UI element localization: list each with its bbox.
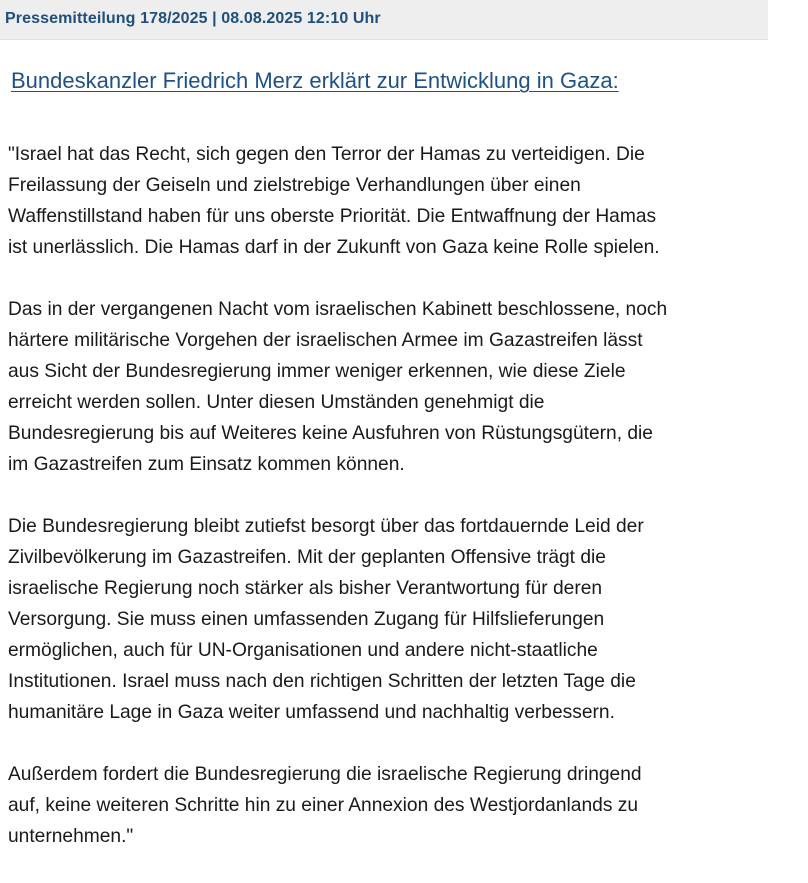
paragraph-line: unternehmen." (8, 826, 134, 847)
paragraph-line: auf, keine weiteren Schritte hin zu einer Annexion des Westjordanlands zu (8, 795, 639, 816)
statement-paragraph-4 (8, 759, 808, 852)
paragraph-line: israelische Regierung noch stärker als bisher Verantwortung für deren (8, 578, 603, 599)
paragraph-line: Waffenstillstand haben für uns oberste Priorität. Die Entwaffnung der Hamas (8, 206, 657, 227)
paragraph-line: Freilassung der Geiseln und zielstrebige Verhandlungen über einen (8, 175, 581, 196)
paragraph-line: Bundesregierung bis auf Weiteres keine Ausfuhren von Rüstungsgütern, die (8, 423, 653, 444)
paragraph-line: humanitäre Lage in Gaza weiter umfassend und nachhaltig verbessern. (8, 702, 615, 723)
paragraph-line: Außerdem fordert die Bundesregierung die israelische Regierung dringend (8, 764, 642, 785)
statement-body (8, 139, 808, 883)
paragraph-line: aus Sicht der Bundesregierung immer weniger erkennen, wie diese Ziele (8, 361, 626, 382)
paragraph-line: ermöglichen, auch für UN-Organisationen und andere nicht-staatliche (8, 640, 598, 661)
press-release-header-bar (0, 0, 768, 40)
statement-paragraph-2 (8, 294, 808, 480)
statement-paragraph-3 (8, 511, 808, 728)
paragraph-line: Institutionen. Israel muss nach den richtigen Schritten der letzten Tage die (8, 671, 636, 692)
paragraph-line: Versorgung. Sie muss einen umfassenden Zugang für Hilfslieferungen (8, 609, 605, 630)
paragraph-line: härtere militärische Vorgehen der israelischen Armee im Gazastreifen lässt (8, 330, 643, 351)
paragraph-line: erreicht werden sollen. Unter diesen Umständen genehmigt die (8, 392, 545, 413)
paragraph-line: Die Bundesregierung bleibt zutiefst besorgt über das fortdauernde Leid der (8, 516, 644, 537)
paragraph-line: Zivilbevölkerung im Gazastreifen. Mit der geplanten Offensive trägt die (8, 547, 606, 568)
headline-link[interactable]: Bundeskanzler Friedrich Merz erklärt zur Entwicklung in Gaza: (11, 68, 619, 93)
statement-paragraph-1 (8, 139, 808, 263)
paragraph-line: "Israel hat das Recht, sich gegen den Terror der Hamas zu verteidigen. Die (8, 144, 645, 165)
paragraph-line: Das in der vergangenen Nacht vom israelischen Kabinett beschlossene, noch (8, 299, 668, 320)
paragraph-line: ist unerlässlich. Die Hamas darf in der Zukunft von Gaza keine Rolle spielen. (8, 237, 660, 258)
paragraph-line: im Gazastreifen zum Einsatz kommen können. (8, 454, 405, 475)
press-release-meta: Pressemitteilung 178/2025 | 08.08.2025 12:10 Uhr (5, 10, 381, 27)
